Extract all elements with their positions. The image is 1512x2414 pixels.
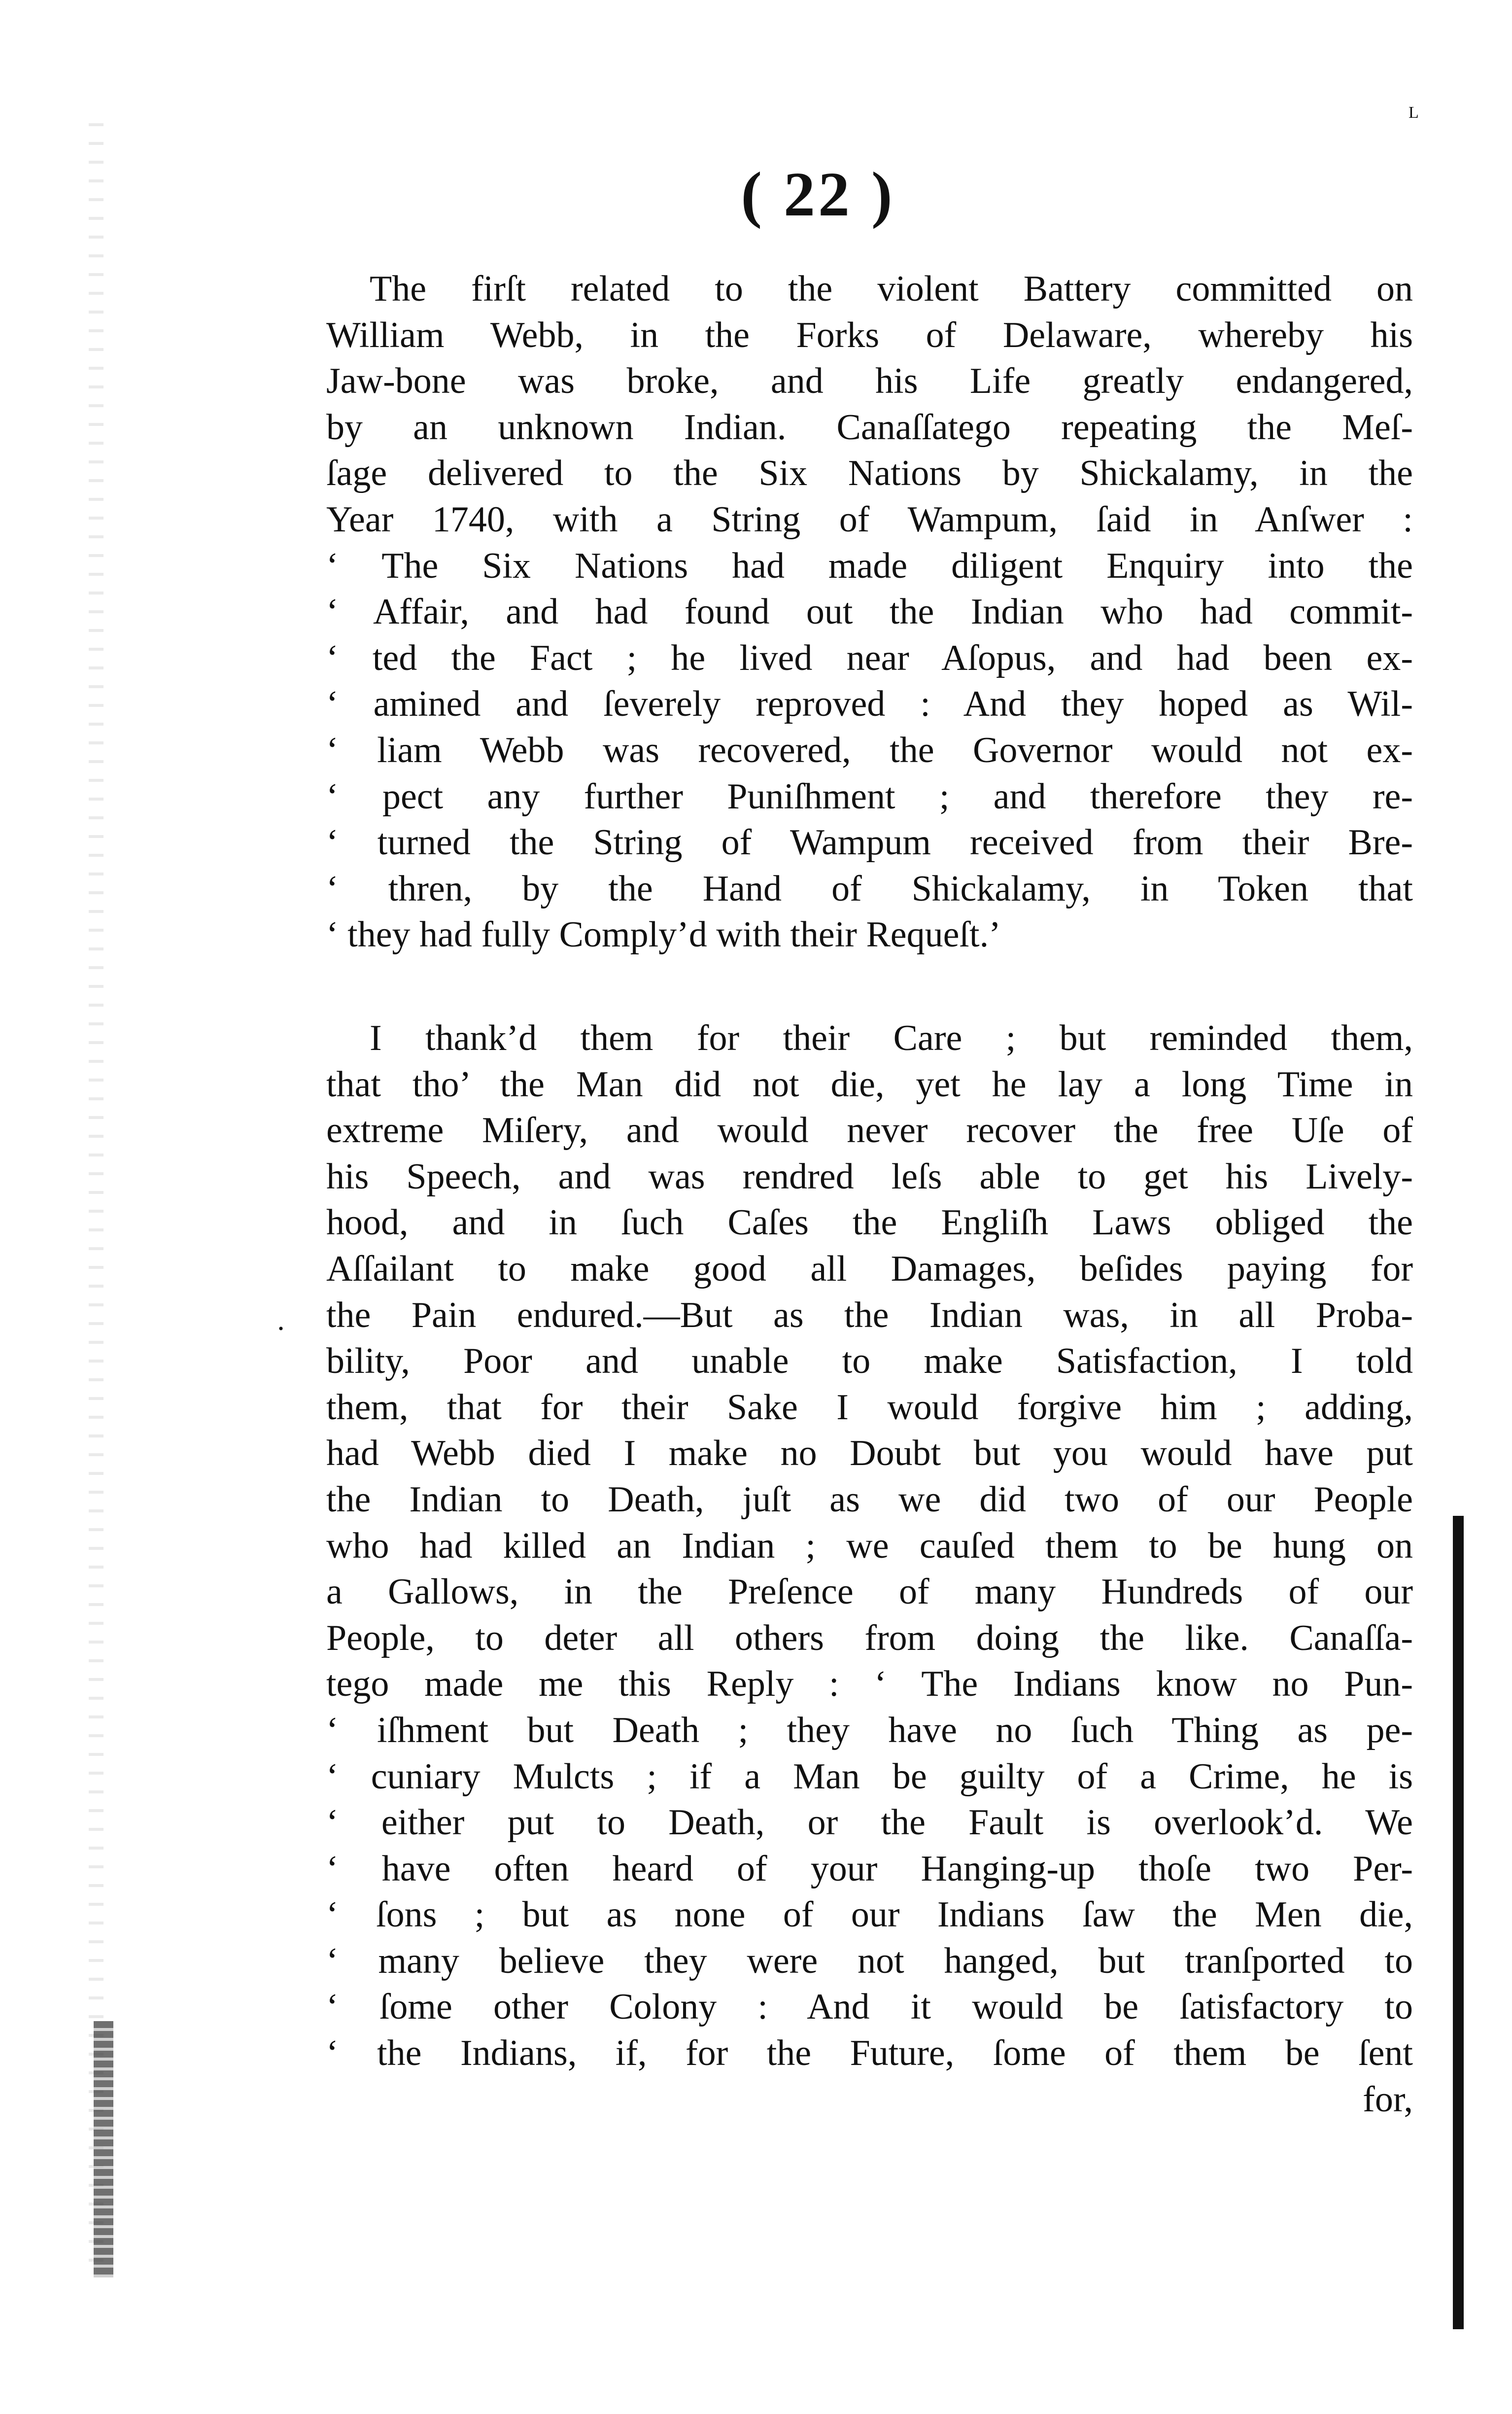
text-line: ‘ The Six Nations had made diligent Enquiry into the [326, 545, 1413, 586]
text-line: ‘ cuniary Mulcts ; if a Man be guilty of a Crime, he is [326, 1756, 1413, 1797]
catchword: for, [1363, 2079, 1413, 2120]
paragraph-1 [326, 266, 1413, 958]
binding-edge [94, 2021, 113, 2277]
gutter-shadow [89, 123, 103, 2268]
page-number: ( 22 ) [741, 159, 895, 229]
text-line: People, to deter all others from doing the like. Canaſſa- [326, 1617, 1413, 1658]
text-line: the Pain endured.—But as the Indian was, in all Proba- [326, 1294, 1413, 1335]
text-line: ‘ pect any further Puniſhment ; and therefore they re- [326, 776, 1413, 817]
text-line: ‘ they had fully Comply’d with their Requeſt.’ [326, 914, 1001, 955]
text-line: I thank’d them for their Care ; but reminded them, [370, 1018, 1413, 1058]
text-line: ‘ the Indians, if, for the Future, ſome of them be ſent [326, 2033, 1413, 2074]
text-line: The firſt related to the violent Battery committed on [370, 269, 1413, 309]
margin-dot: · [276, 1312, 286, 1345]
text-line: ‘ amined and ſeverely reproved : And they hoped as Wil- [326, 684, 1413, 725]
text-line: ‘ ted the Fact ; he lived near Aſopus, and had been ex- [326, 637, 1413, 678]
text-line: ‘ liam Webb was recovered, the Governor would not ex- [326, 730, 1413, 770]
text-line: bility, Poor and unable to make Satisfaction, I told [326, 1341, 1413, 1382]
text-line: ‘ either put to Death, or the Fault is overlook’d. We [326, 1802, 1413, 1843]
text-line: ‘ turned the String of Wampum received from their Bre- [326, 822, 1413, 863]
text-line: who had killed an Indian ; we cauſed them to be hung on [326, 1525, 1413, 1566]
text-line: hood, and in ſuch Caſes the Engliſh Laws obliged the [326, 1202, 1413, 1243]
text-line: ‘ iſhment but Death ; they have no ſuch Thing as pe- [326, 1710, 1413, 1750]
text-line: ‘ ſons ; but as none of our Indians ſaw the Men die, [326, 1894, 1413, 1935]
text-line: ‘ have often heard of your Hanging-up thoſe two Per- [326, 1848, 1413, 1889]
text-line: tego made me this Reply : ‘ The Indians know no Pun- [326, 1664, 1413, 1705]
text-line: a Gallows, in the Preſence of many Hundreds of our [326, 1572, 1413, 1612]
text-line: his Speech, and was rendred leſs able to get his Lively- [326, 1156, 1413, 1197]
text-line: ‘ Affair, and had found out the Indian who had commit- [326, 592, 1413, 632]
text-line: William Webb, in the Forks of Delaware, whereby his [326, 315, 1413, 355]
text-line: ‘ thren, by the Hand of Shickalamy, in Token that [326, 868, 1413, 909]
text-line: the Indian to Death, juſt as we did two of our People [326, 1479, 1413, 1520]
paragraph-2 [326, 1015, 1413, 2123]
text-line: Aſſailant to make good all Damages, beſides paying for [326, 1248, 1413, 1289]
text-line: that tho’ the Man did not die, yet he lay a long Time in [326, 1064, 1413, 1105]
text-line: ſage delivered to the Six Nations by Shickalamy, in the [326, 453, 1413, 494]
text-line: them, that for their Sake I would forgive him ; adding, [326, 1387, 1413, 1428]
text-line: ‘ ſome other Colony : And it would be ſatisfactory to [326, 1987, 1413, 2028]
page-edge-bar [1453, 1516, 1464, 2329]
text-line: Jaw-bone was broke, and his Life greatly endangered, [326, 361, 1413, 402]
corner-mark: L [1409, 104, 1419, 122]
text-line: by an unknown Indian. Canaſſatego repeating the Meſ- [326, 407, 1413, 448]
text-line: had Webb died I make no Doubt but you would have put [326, 1433, 1413, 1474]
text-line: extreme Miſery, and would never recover the free Uſe of [326, 1110, 1413, 1151]
text-line: Year 1740, with a String of Wampum, ſaid in Anſwer : [326, 499, 1413, 540]
text-line: ‘ many believe they were not hanged, but tranſported to [326, 1940, 1413, 1981]
